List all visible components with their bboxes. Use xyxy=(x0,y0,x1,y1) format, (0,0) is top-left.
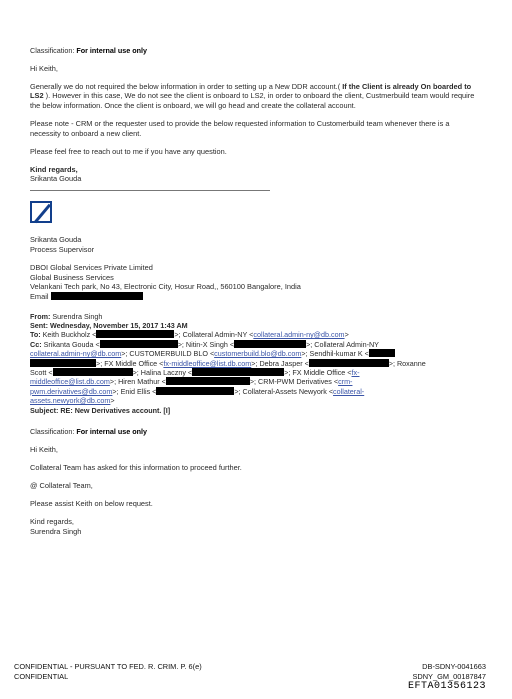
email-link[interactable]: collateral.admin-ny@db.com xyxy=(30,349,122,359)
closing-2: Kind regards, Surendra Singh xyxy=(30,516,82,536)
closing: Kind regards, Srikanta Gouda xyxy=(30,164,82,184)
email-link[interactable]: middleoffice@list.db.com xyxy=(30,377,110,387)
paragraph-2-3: Please assist Keith on below request. xyxy=(30,498,153,508)
redaction xyxy=(51,292,143,300)
classification-value: For internal use only xyxy=(76,46,148,55)
redaction xyxy=(369,349,395,357)
greeting: Hi Keith, xyxy=(30,63,58,73)
email-link[interactable]: customerbuild.blo@db.com xyxy=(214,349,302,359)
redaction xyxy=(100,340,178,348)
classification-line-2: Classification: For internal use only xyxy=(30,426,148,436)
redaction xyxy=(96,330,174,338)
paragraph-2: Please note - CRM or the requester used to provide the below requested information to Customerbuild team whenever there is a necessity to onboard a new client. xyxy=(30,118,450,138)
efta-number: EFTA01356123 xyxy=(407,681,486,692)
classification-label: Classification: xyxy=(30,46,75,55)
redaction xyxy=(166,377,250,385)
deutsche-bank-logo-icon xyxy=(30,201,52,223)
greeting-2: Hi Keith, xyxy=(30,444,58,454)
classification-line xyxy=(30,46,480,56)
redaction xyxy=(30,359,96,367)
email-link[interactable]: collateral- xyxy=(333,386,365,396)
email-link[interactable]: assets.newyork@db.com xyxy=(30,396,111,406)
redaction xyxy=(192,368,284,376)
redaction xyxy=(156,387,234,395)
redaction xyxy=(309,359,389,367)
confidential-footer: CONFIDENTIAL - PURSUANT TO FED. R. CRIM. P. 6(e) CONFIDENTIAL xyxy=(14,662,202,681)
email-link[interactable]: fx- xyxy=(351,367,360,377)
paragraph-3: Please feel free to reach out to me if you have any question. xyxy=(30,146,227,156)
signature-block: Srikanta Gouda Process Supervisor DBOI Global Services Private Limited Global Business Services Velankani Tech park, No 43, Electronic City, Hosur Road,, 560100 Bangalore, India Email xyxy=(30,234,301,301)
email-link[interactable]: fx-middleoffice@list.db.com xyxy=(163,358,252,368)
email-document xyxy=(30,46,480,536)
paragraph-2-2: @ Collateral Team, xyxy=(30,480,93,490)
email-link[interactable]: collateral.admin-ny@db.com xyxy=(253,330,345,340)
bates-numbers: DB-SDNY-0041663 SDNY_GM_00187847 xyxy=(412,662,486,681)
forwarded-header: From: Surendra Singh Sent: Wednesday, November 15, 2017 1:43 AM To: Keith Buckholz < >; Collateral Admin-NY <collateral.admin-ny@db.com> Cc: Srikanta Gouda < >; Nitin-X Singh < >; Collateral Admin-NY collateral.admin-ny@db.com>; CUSTOMERBUILD BLO <customerbuild.blo@db.com>; Sendhil-kumar K < >; FX Middle Office <fx-middleoffice@list.db.com>; Debra Jasper < >; Roxanne Scott < >; Halina Laczny < >; FX Middle Office <fx- middleoffice@list.db.com>; Hiren Mathur < >; CRM-PWM Derivatives <crm- pwm.derivatives@db.com>; Enid Ellis < >; Collateral-Assets Newyork <collateral- assets.newyork@db.com> Subject: RE: New Derivatives account. [I] xyxy=(30,311,426,415)
paragraph-2-1: Collateral Team has asked for this information to proceed further. xyxy=(30,462,242,472)
signature-divider xyxy=(30,190,270,191)
redaction xyxy=(53,368,133,376)
redaction xyxy=(234,340,306,348)
paragraph-1: Generally we do not required the below information in order to setting up a New DDR account.( If the Client is already On boarded to LS2 ). However in this case, We do not see the client is onboard to LS2, in order to onboard the client, Custmerbuild team would require the below information. Once the client is onboard, we will go head and create the collateral account. xyxy=(30,81,475,110)
email-link[interactable]: pwm.derivatives@db.com xyxy=(30,386,113,396)
email-link[interactable]: crm- xyxy=(338,377,353,387)
